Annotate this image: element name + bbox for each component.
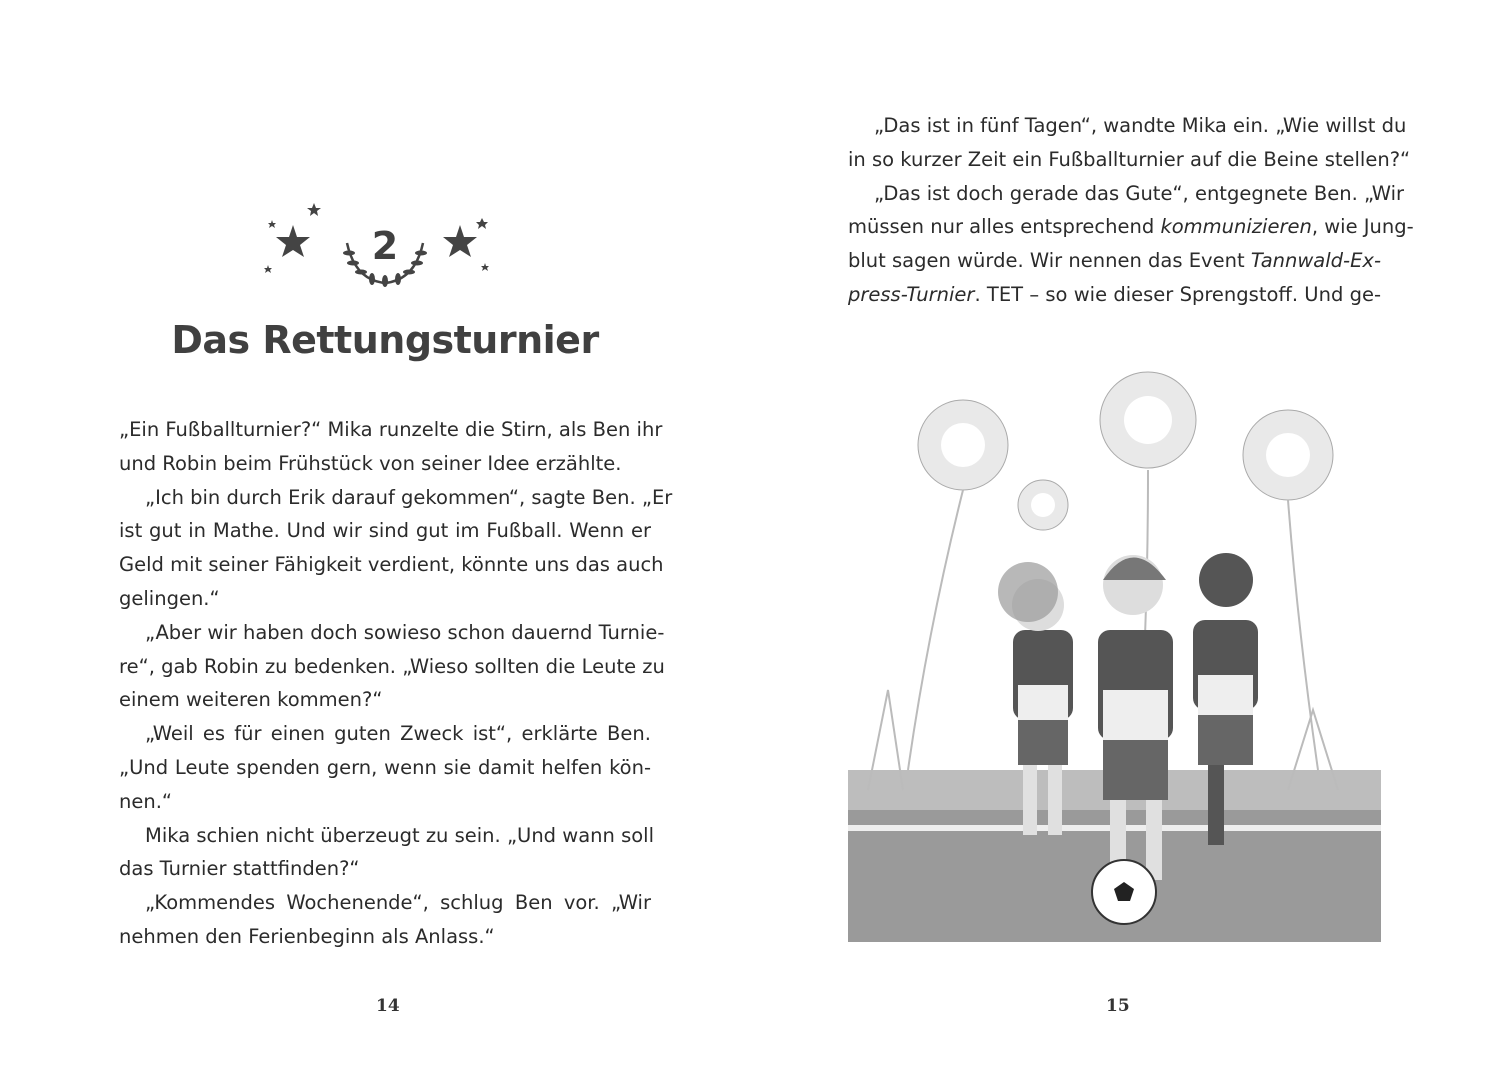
text-line bbox=[119, 413, 663, 447]
text-segment: das Turnier stattfinden?“ bbox=[119, 857, 360, 881]
text-line bbox=[119, 514, 651, 548]
text-segment: nen.“ bbox=[119, 789, 173, 813]
text-line bbox=[848, 143, 1411, 177]
text-segment: „Das ist in fünf Tagen“, wandte Mika ein. „Wie willst du bbox=[874, 114, 1407, 137]
text-segment: „Aber wir haben doch sowieso schon dauernd Turnie- bbox=[145, 620, 665, 644]
right-page bbox=[750, 0, 1500, 1086]
text-line bbox=[119, 683, 651, 717]
text-segment: ist gut in Mathe. Und wir sind gut im Fußball. Wenn er bbox=[119, 519, 651, 543]
text-segment: „Weil es für einen guten Zweck ist“, erklärte Ben. bbox=[145, 722, 651, 746]
chapter-title: Das Rettungsturnier bbox=[171, 318, 599, 362]
text-line bbox=[848, 210, 1414, 244]
text-line bbox=[119, 548, 664, 582]
text-line bbox=[119, 852, 651, 886]
text-segment: „Und Leute spenden gern, wenn sie damit helfen kön- bbox=[119, 755, 651, 779]
text-segment: . TET – so wie dieser Sprengstoff. Und ge- bbox=[974, 282, 1381, 306]
chapter-number: 2 bbox=[371, 224, 399, 268]
text-line bbox=[848, 244, 1381, 278]
text-line bbox=[848, 109, 1407, 143]
text-line bbox=[119, 785, 651, 819]
italic-text: kommunizieren bbox=[1160, 215, 1312, 239]
text-line bbox=[848, 177, 1405, 211]
text-line bbox=[119, 886, 651, 920]
text-segment: müssen nur alles entsprechend bbox=[848, 215, 1161, 239]
soccer-fireworks-illustration bbox=[848, 330, 1381, 942]
page-number: 15 bbox=[1106, 996, 1130, 1016]
text-segment: , wie Jung- bbox=[1311, 215, 1414, 239]
text-segment: „Ich bin durch Erik darauf gekommen“, sagte Ben. „Er bbox=[145, 485, 673, 509]
text-segment: gelingen.“ bbox=[119, 586, 220, 610]
text-segment: Mika schien nicht überzeugt zu sein. „Und wann soll bbox=[145, 823, 654, 847]
text-segment: re“, gab Robin zu bedenken. „Wieso sollten die Leute zu bbox=[119, 654, 665, 678]
text-segment: „Kommendes Wochenende“, schlug Ben vor. „Wir bbox=[145, 891, 651, 915]
text-line bbox=[119, 819, 654, 853]
text-segment: und Robin beim Frühstück von seiner Idee erzählte. bbox=[119, 451, 622, 475]
text-line bbox=[119, 616, 665, 650]
text-segment: Geld mit seiner Fähigkeit verdient, könnte uns das auch bbox=[119, 553, 664, 577]
body-text bbox=[119, 413, 673, 954]
body-text bbox=[848, 109, 1414, 312]
text-line bbox=[848, 278, 1381, 312]
text-line bbox=[119, 650, 665, 684]
text-segment: blut sagen würde. Wir nennen das Event bbox=[848, 249, 1251, 273]
page-number: 14 bbox=[376, 996, 400, 1016]
italic-text: press-Turnier bbox=[848, 282, 975, 306]
text-line bbox=[119, 481, 673, 515]
italic-text: Tannwald-Ex- bbox=[1250, 249, 1381, 273]
text-segment: nehmen den Ferienbeginn als Anlass.“ bbox=[119, 924, 495, 948]
text-line bbox=[119, 717, 651, 751]
text-segment: in so kurzer Zeit ein Fußballturnier auf die Beine stellen?“ bbox=[848, 147, 1411, 171]
text-line bbox=[119, 582, 651, 616]
text-line bbox=[119, 920, 651, 954]
text-line bbox=[119, 447, 651, 481]
text-segment: einem weiteren kommen?“ bbox=[119, 688, 383, 712]
text-segment: „Das ist doch gerade das Gute“, entgegnete Ben. „Wir bbox=[874, 181, 1405, 205]
text-line bbox=[119, 751, 651, 785]
text-segment: „Ein Fußballturnier?“ Mika runzelte die Stirn, als Ben ihr bbox=[119, 418, 663, 441]
